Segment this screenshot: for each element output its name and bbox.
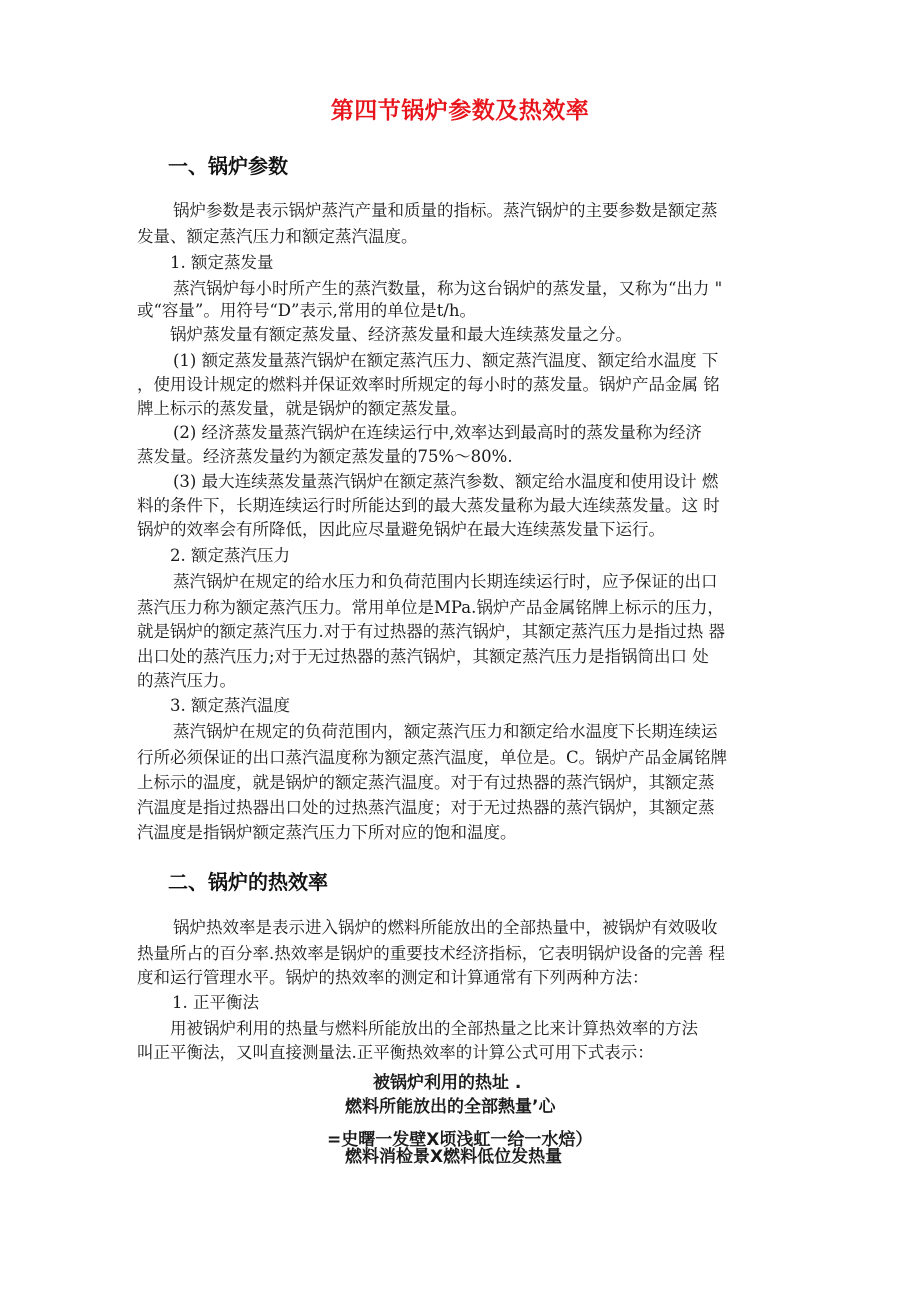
paragraph-line: 就是锅炉的额定蒸汽压力.对于有过热器的蒸汽锅炉，其额定蒸汽压力是指过热 器 bbox=[137, 622, 725, 641]
formula-expanded-denominator: 燃料消检景X燃料低位发热量 bbox=[345, 1147, 563, 1167]
formula-expanded-numerator: =史曙一发壁X顷浅虹一给一水焙） bbox=[327, 1130, 593, 1150]
paragraph-line: 锅炉参数是表示锅炉蒸汽产量和质量的指标。蒸汽锅炉的主要参数是额定蒸 bbox=[173, 201, 718, 220]
formula-numerator: 被锅炉利用的热址 . bbox=[373, 1073, 522, 1093]
paragraph-line: 蒸汽锅炉在规定的负荷范围内，额定蒸汽压力和额定给水温度下长期连续运 bbox=[173, 722, 718, 741]
paragraph-line: 汽温度是指过热器出口处的过热蒸汽温度；对于无过热器的蒸汽锅炉，其额定蒸 bbox=[137, 798, 715, 817]
section-heading-thermal-efficiency: 二、锅炉的热效率 bbox=[168, 870, 328, 894]
paragraph-line: 蒸汽压力称为额定蒸汽压力。常用单位是MPa.锅炉产品金属铭牌上标示的压力， bbox=[137, 598, 724, 617]
section-heading-boiler-parameters: 一、锅炉参数 bbox=[168, 154, 288, 178]
paragraph-line: 蒸汽锅炉在规定的给水压力和负荷范围内长期连续运行时，应予保证的出口 bbox=[173, 572, 718, 591]
paragraph-line: 的蒸汽压力。 bbox=[137, 671, 236, 690]
paragraph-line: ，使用设计规定的燃料并保证效率时所规定的每小时的蒸发量。锅炉产品金属 铭 bbox=[137, 375, 720, 394]
list-heading: 2. 额定蒸汽压力 bbox=[170, 546, 290, 565]
paragraph-line: 上标示的温度，就是锅炉的额定蒸汽温度。对于有过热器的蒸汽锅炉，其额定蒸 bbox=[137, 773, 715, 792]
page-title: 第四节锅炉参数及热效率 bbox=[330, 98, 590, 124]
paragraph-line: 汽温度是指锅炉额定蒸汽压力下所对应的饱和温度。 bbox=[137, 823, 517, 842]
paragraph-line: 锅炉的效率会有所降低，因此应尽量避免锅炉在最大连续蒸发量下运行。 bbox=[137, 520, 665, 539]
paragraph-line: 发量、额定蒸汽压力和额定蒸汽温度。 bbox=[137, 227, 418, 246]
paragraph-line: (3) 最大连续蒸发量蒸汽锅炉在额定蒸汽参数、额定给水温度和使用设计 燃 bbox=[173, 472, 719, 491]
paragraph-line: 出口处的蒸汽压力;对于无过热器的蒸汽锅炉，其额定蒸汽压力是指锅筒出口 处 bbox=[137, 647, 709, 666]
paragraph-line: 或“容量”。用符号“D”表示,常用的单位是t/h。 bbox=[137, 301, 477, 320]
paragraph-line: 料的条件下，长期连续运行时所能达到的最大蒸发量称为最大连续蒸发量。这 时 bbox=[137, 496, 720, 515]
paragraph-line: 蒸汽锅炉每小时所产生的蒸汽数量，称为这台锅炉的蒸发量，又称为“出力 " bbox=[173, 279, 723, 298]
list-heading: 1. 额定蒸发量 bbox=[170, 253, 274, 272]
list-heading: 3. 额定蒸汽温度 bbox=[170, 696, 290, 715]
paragraph-line: 锅炉蒸发量有额定蒸发量、经济蒸发量和最大连续蒸发量之分。 bbox=[170, 325, 632, 344]
list-heading: 1. 正平衡法 bbox=[172, 993, 259, 1012]
paragraph-line: 用被锅炉利用的热量与燃料所能放出的全部热量之比来计算热效率的方法 bbox=[170, 1019, 698, 1038]
paragraph-line: (1) 额定蒸发量蒸汽锅炉在额定蒸汽压力、额定蒸汽温度、额定给水温度 下 bbox=[173, 351, 719, 370]
paragraph-line: (2) 经济蒸发量蒸汽锅炉在连续运行中,效率达到最高时的蒸发量称为经济 bbox=[173, 423, 702, 442]
paragraph-line: 牌上标示的蒸发量，就是锅炉的额定蒸发量。 bbox=[137, 399, 467, 418]
paragraph-line: 行所必须保证的出口蒸汽温度称为额定蒸汽温度，单位是。C。锅炉产品金属铭牌 bbox=[137, 748, 728, 767]
paragraph-line: 叫正平衡法，又叫直接测量法.正平衡热效率的计算公式可用下式表示： bbox=[137, 1043, 654, 1062]
paragraph-line: 蒸发量。经济蒸发量约为额定蒸发量的75%〜80%. bbox=[137, 447, 513, 466]
formula-denominator: 燃料所能放出的全部熱量’心 bbox=[345, 1097, 556, 1117]
paragraph-line: 度和运行管理水平。锅炉的热效率的测定和计算通常有下列两种方法： bbox=[137, 968, 649, 987]
paragraph-line: 锅炉热效率是表示进入锅炉的燃料所能放出的全部热量中，被锅炉有效吸收 bbox=[173, 918, 718, 937]
paragraph-line: 热量所占的百分率.热效率是锅炉的重要技术经济指标，它表明锅炉设备的完善 程 bbox=[137, 944, 725, 963]
